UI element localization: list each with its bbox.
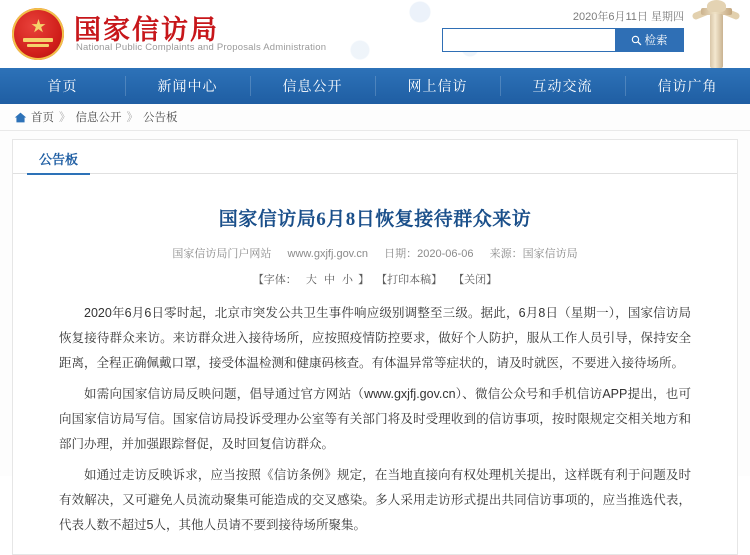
site-header [0, 0, 750, 68]
nav-item-home[interactable]: 首页 [47, 78, 78, 94]
nav-item-perspective[interactable]: 信访广角 [625, 68, 750, 104]
nav-item-interaction[interactable]: 互动交流 [500, 68, 625, 104]
article-title: 国家信访局6月8日恢复接待群众来访 [218, 209, 532, 230]
breadcrumb-item-bulletin[interactable]: 公告板 [143, 112, 178, 124]
breadcrumb-separator-2: 》 [126, 112, 138, 124]
article-source-label: 国家信访局门户网站 [172, 248, 272, 260]
nav-item-disclosure[interactable]: 信息公开 [250, 68, 375, 104]
font-size-label: 【字体： [252, 274, 297, 286]
close-button[interactable]: 【关闭】 [453, 274, 498, 286]
article-tools [59, 271, 691, 287]
national-emblem-icon: ★ [12, 8, 64, 60]
tab-bulletin-board[interactable]: 公告板 [27, 146, 90, 175]
main-nav [0, 68, 750, 104]
article-meta [59, 245, 691, 261]
article-body [59, 301, 691, 538]
article-paragraph: 如需向国家信访局反映问题，倡导通过官方网站（www.gxjfj.gov.cn）、微信公众号和手机信访APP提出，也可向国家信访局写信。国家信访局投诉受理办公室等有关部门将及时受理收到的信访事项，按时限规定交相关地方和部门办理，并加强跟踪督促，及时回复信访群众。 [59, 387, 691, 451]
search-input[interactable] [443, 29, 615, 51]
breadcrumb-separator: 》 [59, 112, 71, 124]
site-subtitle: National Public Complaints and Proposals Administration [76, 42, 327, 53]
search-icon [631, 35, 642, 46]
article [13, 174, 737, 554]
nav-item-news[interactable]: 新闻中心 [125, 68, 250, 104]
font-size-medium[interactable]: 中 [323, 274, 335, 286]
font-size-large[interactable]: 大 [305, 274, 317, 286]
article-origin: 来源：国家信访局 [489, 248, 578, 260]
article-source-url: www.gxjfj.gov.cn [287, 248, 369, 260]
article-paragraph: 如通过走访反映诉求，应当按照《信访条例》规定，在当地直接向有权处理机关提出，这样既有利于问题及时有效解决，又可避免人员流动聚集可能造成的交叉感染。多人采用走访形式提出共同信访事项的，应当推选代表，代表人数不超过5人，其他人员请不要到接待场所聚集。 [59, 468, 691, 532]
breadcrumb [0, 104, 750, 131]
current-date: 2020年6月11日 星期四 [572, 11, 684, 23]
content-card [12, 139, 738, 555]
card-tab-bar [13, 140, 737, 174]
search-button-label: 检索 [644, 35, 668, 47]
breadcrumb-item-home[interactable]: 首页 [31, 112, 54, 124]
search-button[interactable] [615, 29, 683, 51]
home-icon [14, 111, 27, 124]
print-button[interactable]: 【打印本稿】 [376, 274, 443, 286]
site-title: 国家信访局 [74, 15, 219, 45]
huabiao-pillar-icon [690, 0, 744, 68]
font-size-small[interactable]: 小 [342, 274, 353, 286]
nav-item-online[interactable]: 网上信访 [375, 68, 500, 104]
article-date: 日期：2020-06-06 [384, 248, 474, 260]
search-box[interactable] [442, 28, 684, 52]
font-size-close-bracket: 】 [358, 274, 370, 286]
breadcrumb-item-disclosure[interactable]: 信息公开 [75, 112, 122, 124]
article-paragraph: 2020年6月6日零时起，北京市突发公共卫生事件响应级别调整至三级。据此，6月8日（星期一），国家信访局恢复接待群众来访。来访群众进入接待场所，应按照疫情防控要求，做好个人防护，服从工作人员引导，保持安全距离，全程正确佩戴口罩，接受体温检测和健康码核查。有体温异常等症状的，请及时就医，不要进入接待场所。 [59, 306, 691, 370]
